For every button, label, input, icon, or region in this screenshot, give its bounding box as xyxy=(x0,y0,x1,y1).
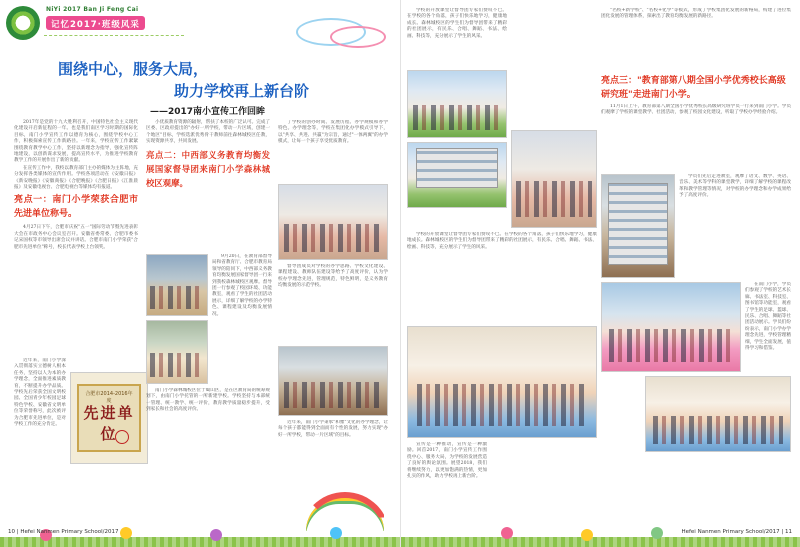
campus-photo-2 xyxy=(407,142,507,208)
right-column-a xyxy=(407,8,507,68)
campus-photo-3 xyxy=(511,130,597,228)
column-3-bottom xyxy=(278,420,388,480)
building-graphic xyxy=(608,183,668,265)
headline-line-1: 围绕中心，服务大局， xyxy=(58,60,209,78)
school-logo xyxy=(6,6,40,40)
masthead-title: 记忆2017·班级风采 xyxy=(46,16,145,30)
plaque-caption: 合肥市2014-2016年度 xyxy=(85,390,133,404)
visit-photo-4 xyxy=(278,346,388,416)
award-plaque xyxy=(77,384,141,452)
flower-icon xyxy=(581,529,593,541)
people-graphic xyxy=(150,286,204,309)
paragraph: 2017年是党的十九大胜利召开，中国特色社会主义现代化建设开启新征程的一年。也是我们南区学习时期的国际化目标，南门小学宣传工作以德育为核心，围绕学校中心工作，积极探索宣传工作新路径。一年来，学校宣传工作紧紧围绕教育教学中心工作，坚持以新理念为指导，强化宣传阵地建设，以创新谋求发展，提高宣传水平，为推进学校教育教学工作的开展作出了新的贡献。 xyxy=(14,120,138,164)
visit-photo-1 xyxy=(146,254,208,316)
paragraph: 宣传是一种推动，宣传是一种激励。回首2017，南门小学宣传工作围绕中心、服务大局，为学校的发展营造了良好的舆论氛围。展望2018，我们将继续努力，以更加饱满的热情，更加扎实的作风，助力学校再上新台阶。 xyxy=(407,442,487,480)
grass-decoration xyxy=(0,537,400,547)
award-plaque-photo xyxy=(70,372,148,464)
grass-decoration xyxy=(401,537,800,547)
footer-right: Hefei Nanmen Primary School/2017 | 11 xyxy=(681,529,792,535)
paragraph: 小优质教育资源的辐射，帮扶了本校的广泛认可。完成了区委、区政府提出的"办好一所学校，带动一片区域，创建一个地区"目标，学校选派优秀骨干教师前往森林城校区任教，实现资源共享，共同发展。 xyxy=(146,120,270,145)
right-column-p1 xyxy=(601,104,791,170)
paragraph: 在宣传工作中，我校以教育部门主办的媒体为主阵地，充分发挥各类媒体的宣传作用。学校各项活动在《安徽日报》《新安晚报》《安徽商报》《合肥晚报》《合肥日报》《江淮晨报》及安徽电视台、合肥电视台等媒体均有报道。 xyxy=(14,165,138,191)
building-graphic xyxy=(416,148,498,188)
paragraph: 了学校的创办时间、发展历程、办学规模和办学特色。办学理念等，学校在集团化办学模式引导下，以"共享、共进、共赢"为宗旨，通过"一体两翼"的办学模式，让每一个孩子享受优质教育。 xyxy=(278,120,388,145)
right-column-p2 xyxy=(679,174,791,278)
paragraph: "名校+新学校"、"名校+化学"等模式，形成了学校集团化发展的新格局，构建了进位集团化发展的管理体系，探索出了教育均衡发展的新路径。 xyxy=(601,8,791,20)
paragraph: 学校的开放课堂让督导团专家们赞叹不已。在学校的各个角落，孩子们快乐地学习，健康地成长。森林城校区的学生们为督导团带来了精彩的社团展示，有民乐、合唱、舞蹈、书法、绘画、科技等，充分展示了学生的风采。 xyxy=(407,8,507,39)
paragraph: 近年来，南门小学深入贯彻落实立德树人根本任务，坚持以人为本的办学理念，全面推进素质教育，不断提升办学品质。学校先后荣获全国文明校园、全国青少年校园足球特色学校、安徽省文明单位等荣誉称号，此次被评为合肥市先进单位，是对学校工作的充分肯定。 xyxy=(14,358,66,428)
people-graphic xyxy=(417,384,586,426)
playground-photo xyxy=(407,326,597,438)
column-2-wrap xyxy=(212,254,272,374)
people-graphic xyxy=(653,416,783,444)
flower-icon xyxy=(651,527,663,539)
people-graphic xyxy=(284,224,381,252)
column-2-bottom xyxy=(146,388,270,468)
paragraph: 督导团成员对学校的办学思路、学校文化建设、课程建设、教师队伍建设等给予了高度评价，认为学校办学理念先进，管理规范，特色鲜明，是义务教育均衡发展的示范学校。 xyxy=(278,264,388,289)
highlight-heading-1: 亮点一：南门小学荣获合肥市先进单位称号。 xyxy=(14,195,138,220)
right-column-top xyxy=(601,8,791,68)
bottom-decoration xyxy=(401,507,800,547)
right-column-middle xyxy=(407,232,597,322)
plaque-title: 先进单位 xyxy=(83,403,135,443)
campus-photo-1 xyxy=(407,70,507,138)
paragraph: 4月27日下午，合肥市庆祝"五一"国际劳动节暨先进表彰大会在市政务中心会议室召开。安徽省委常委、合肥市委书记宋国权等市领导出席会议并讲话。合肥市南门小学荣获"合肥市先进单位"称号，校长代表学校上台领奖。 xyxy=(14,225,138,250)
flower-icon xyxy=(120,527,132,539)
paragraph: 南门小学森林城校区位于蜀山区，是在区教育局的统筹规划下，由南门小学托管的一所新建学校。学校坚持与本部统一管理、统一教学、统一评价，教育教学质量稳步提升，受到家长和社会的高度评价。 xyxy=(146,388,270,413)
masthead-english: NiYi 2017 Ban Ji Feng Cai xyxy=(46,6,139,13)
column-1 xyxy=(14,120,138,252)
flower-icon xyxy=(210,529,222,541)
column-2 xyxy=(146,120,270,194)
footer-left: 10 | Hefei Nanmen Primary School/2017 xyxy=(8,529,119,535)
paragraph: 11月1日上午，教育部第八期全国小学优秀校长高级研究班学员一行来到南门小学。学员们观摩了学校的课堂教学、社团活动，参观了校园文化建设，听取了学校办学经验介绍。 xyxy=(601,104,791,116)
highlight-3-block xyxy=(601,72,791,106)
paragraph: 在南门小学，学员们参观了学校的艺术长廊、书法室、科技室、图书馆等功能室，观看了学生的足球、篮球、民乐、合唱、舞蹈等社团活动展示。学员们纷纷表示，南门小学办学理念先进，学校管理精细，学生全面发展，值得学习和借鉴。 xyxy=(745,282,791,352)
headline-line-2: 助力学校再上新台阶 xyxy=(174,82,310,100)
article-headline xyxy=(56,58,386,102)
column-3-middle xyxy=(278,264,388,344)
people-graphic xyxy=(150,353,204,377)
paragraph: 学校的开放课堂让督导团专家们赞叹不已。在学校的各个角落，孩子们快乐地学习，健康地成长。森林城校区的学生们为督导团带来了精彩的社团展示，有民乐、合唱、舞蹈、书法、绘画、科技等，充分展示了学生的风采。 xyxy=(407,232,597,250)
right-page xyxy=(400,0,800,547)
people-graphic xyxy=(413,105,501,130)
masthead xyxy=(6,4,186,48)
classroom-photo xyxy=(645,376,791,452)
performance-photo xyxy=(601,282,741,372)
cloud-decoration xyxy=(330,26,386,48)
highlight-heading-2: 亮点二：中西部义务教育均衡发展国家督导团来南门小学森林城校区观摩。 xyxy=(146,149,270,188)
paragraph: 近年来，南门小学秉承"和雅"文化的办学理念，让每个孩子都能得到全面而有个性的发展，努力实现"办好一所学校，带动一片区域"的目标。 xyxy=(278,420,388,438)
column-1-wrap xyxy=(14,358,66,468)
school-building-photo xyxy=(601,174,675,278)
visit-photo-2 xyxy=(146,320,208,384)
paragraph: 9月20日，在教育部督导局和省教育厅、合肥市教育局领导的陪同下，中西部义务教育均衡发展国家督导团一行来到我校森林城校区观摩。督导团一行参观了校园环境、功能教室，观看了学生的社团活动展示，详细了解学校的办学特色、课程建设及均衡发展情况。 xyxy=(212,254,272,317)
flower-icon xyxy=(501,527,513,539)
article-subtitle: ——2017南小宣传工作回眸 xyxy=(150,107,266,117)
masthead-divider xyxy=(44,35,184,36)
people-graphic xyxy=(284,382,381,408)
people-graphic xyxy=(609,329,733,362)
people-graphic xyxy=(516,181,592,217)
paragraph: 学员们先后走进教室，观摩了语文、数学、英语、音乐、美术等学科的课堂教学，详细了解学校的课程改革和教学管理等情况，对学校的办学理念和办学成果给予了高度评价。 xyxy=(679,174,791,199)
visit-photo-3 xyxy=(278,184,388,260)
right-column-bottom xyxy=(407,442,487,502)
highlight-heading-3: 亮点三："教育部第八期全国小学优秀校长高级研究班"走进南门小学。 xyxy=(601,76,786,100)
column-3 xyxy=(278,120,388,180)
